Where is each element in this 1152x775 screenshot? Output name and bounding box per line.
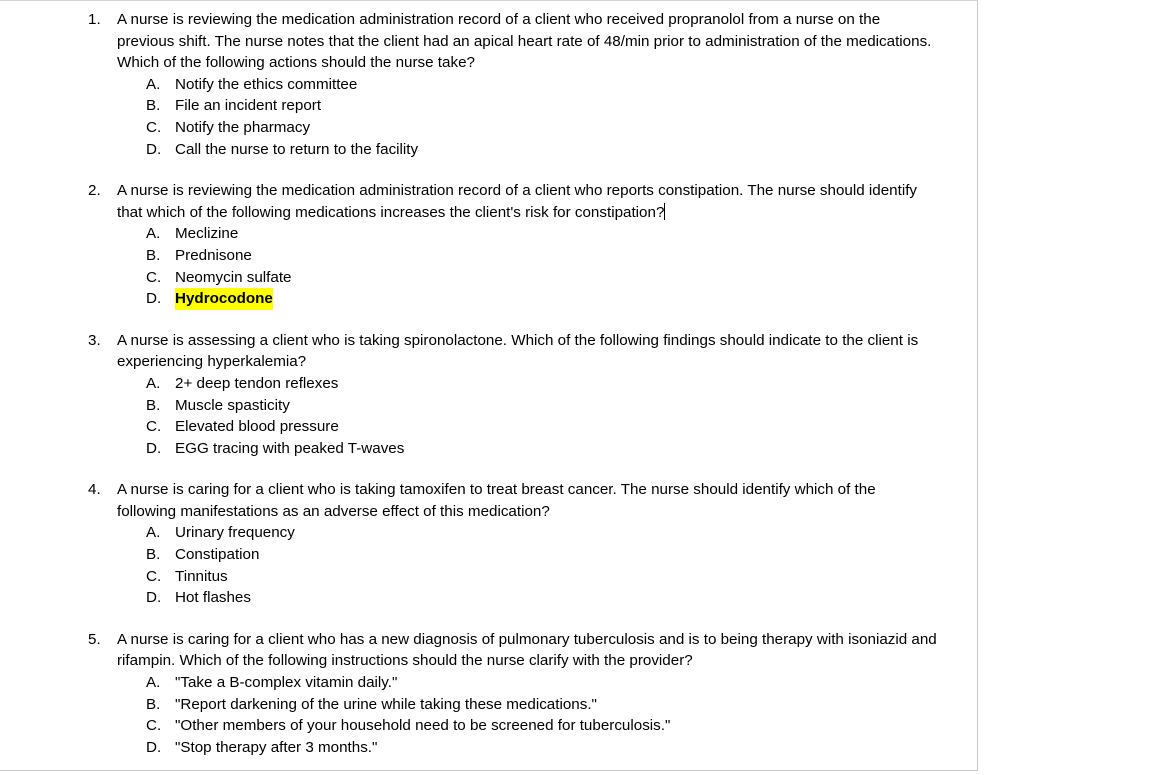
answer-options [88, 522, 938, 608]
option-letter: C. [146, 418, 162, 436]
answer-option [88, 139, 938, 161]
option-text: Hot flashes [175, 589, 251, 607]
answer-options [88, 672, 938, 758]
answer-option [88, 416, 938, 438]
option-text: Muscle spasticity [175, 396, 290, 414]
option-letter: D. [146, 140, 162, 158]
option-text: Prednisone [175, 246, 252, 264]
question-number: 4. [88, 481, 101, 499]
document-body[interactable] [88, 9, 938, 775]
option-letter: B. [146, 695, 161, 713]
option-text: Constipation [175, 546, 260, 564]
answer-option [88, 715, 938, 737]
answer-option [88, 223, 938, 245]
option-letter: D. [146, 589, 162, 607]
highlighted-option-text: Hydrocodone [175, 288, 273, 310]
option-letter: A. [146, 674, 161, 692]
option-text: "Take a B-complex vitamin daily." [175, 674, 398, 692]
option-letter: C. [146, 118, 162, 136]
option-letter: D. [146, 290, 162, 308]
answer-option [88, 566, 938, 588]
option-text: File an incident report [175, 97, 322, 115]
option-text: Notify the pharmacy [175, 118, 311, 136]
question-text: A nurse is assessing a client who is taking spironolactone. Which of the following findings should indicate to the client is experiencing hyperkalemia? [117, 331, 919, 371]
option-text: EGG tracing with peaked T-waves [175, 439, 405, 457]
question-number: 1. [88, 11, 101, 28]
option-letter: D. [146, 439, 162, 457]
option-letter: D. [146, 738, 162, 756]
answer-option [88, 74, 938, 96]
option-letter: A. [146, 524, 161, 542]
answer-options [88, 223, 938, 309]
answer-option [88, 95, 938, 117]
question-text-container [117, 180, 938, 223]
answer-option [88, 522, 938, 544]
question-text: A nurse is reviewing the medication administration record of a client who received propranolol from a nurse on the previous shift. The nurse notes that the client had an apical heart rate of 48/min prior to administration of the medications. Which of the following actions should the nurse take? [117, 11, 932, 72]
answer-options [88, 373, 938, 459]
question-text: A nurse is reviewing the medication administration record of a client who reports constipation. The nurse should identify that which of the following medications increases the client's risk for constipation? [117, 182, 918, 221]
answer-option [88, 288, 938, 310]
option-text: Tinnitus [175, 567, 228, 585]
option-letter: B. [146, 396, 161, 414]
option-letter: B. [146, 546, 161, 564]
option-text: 2+ deep tendon reflexes [175, 374, 339, 392]
option-text: Notify the ethics committee [175, 75, 358, 93]
answer-option [88, 544, 938, 566]
question-5 [88, 629, 938, 759]
option-text: Call the nurse to return to the facility [175, 140, 419, 158]
option-letter: C. [146, 268, 162, 286]
option-letter: C. [146, 567, 162, 585]
question-text: A nurse is caring for a client who has a new diagnosis of pulmonary tuberculosis and is to being therapy with isoniazid and rifampin. Which of the following instructions should the nurse clarify with the provider? [117, 630, 937, 670]
option-text: Meclizine [175, 225, 239, 243]
answer-option [88, 245, 938, 267]
question-text: A nurse is caring for a client who is taking tamoxifen to treat breast cancer. The nurse should identify which of the following manifestations as an adverse effect of this medication? [117, 481, 876, 520]
option-letter: B. [146, 97, 161, 115]
answer-option [88, 117, 938, 139]
option-letter: A. [146, 374, 161, 392]
answer-option [88, 267, 938, 289]
question-4 [88, 479, 938, 609]
option-letter: A. [146, 75, 161, 93]
question-3 [88, 330, 938, 460]
question-1 [88, 9, 938, 160]
answer-options [88, 74, 938, 160]
answer-option [88, 672, 938, 694]
answer-option [88, 587, 938, 609]
option-letter: B. [146, 246, 161, 264]
option-letter: C. [146, 717, 162, 735]
question-2 [88, 180, 938, 310]
option-letter: A. [146, 225, 161, 243]
option-text: Urinary frequency [175, 524, 295, 542]
question-number: 2. [88, 182, 101, 200]
answer-option [88, 395, 938, 417]
answer-option [88, 694, 938, 716]
option-text: "Stop therapy after 3 months." [175, 738, 378, 756]
answer-option [88, 737, 938, 759]
answer-option [88, 438, 938, 460]
text-cursor [664, 203, 665, 220]
question-number: 3. [88, 331, 101, 349]
answer-option [88, 373, 938, 395]
option-text: Neomycin sulfate [175, 268, 292, 286]
option-text: "Report darkening of the urine while taking these medications." [175, 695, 597, 713]
option-text: Elevated blood pressure [175, 418, 339, 436]
question-number: 5. [88, 630, 101, 648]
option-text: "Other members of your household need to be screened for tuberculosis." [175, 717, 671, 735]
